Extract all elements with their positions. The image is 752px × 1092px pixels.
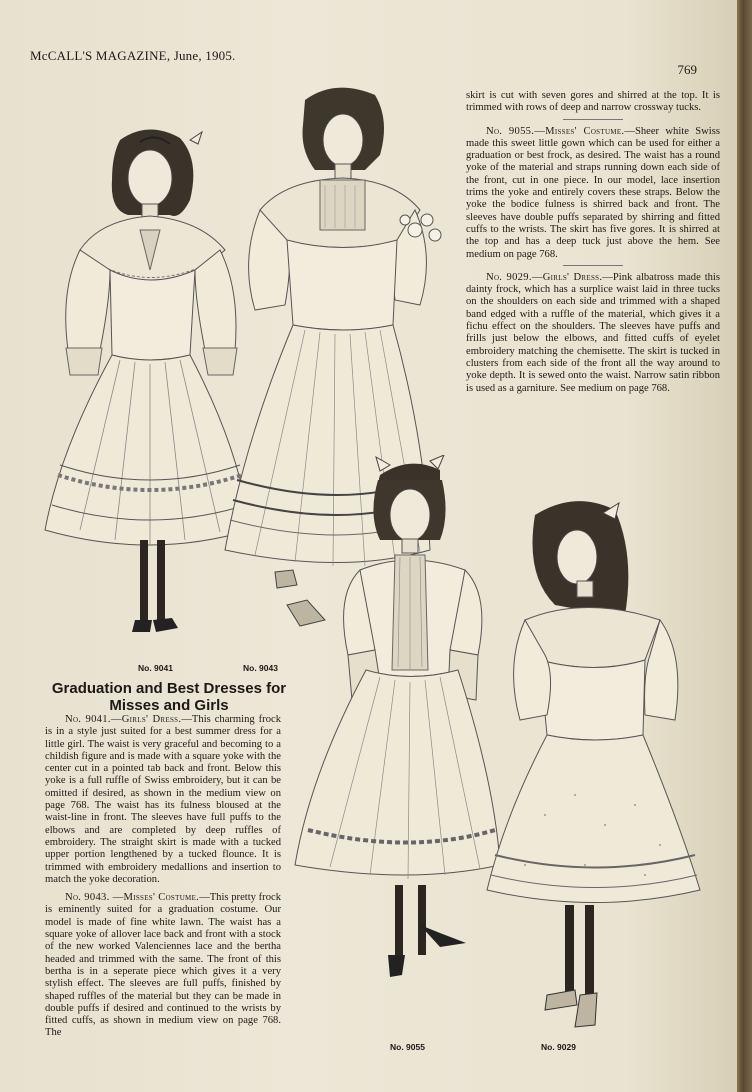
caption-9055: No. 9055 bbox=[390, 1042, 425, 1052]
continuation-paragraph: skirt is cut with seven gores and shirred at the top. It is trimmed with rows of deep and narrow crossway tucks. bbox=[466, 90, 720, 114]
paragraph-9055 bbox=[466, 126, 720, 261]
lead-9041: No. 9041.—Girls' Dress. bbox=[65, 714, 182, 725]
paragraph-9041 bbox=[45, 714, 281, 886]
right-column bbox=[466, 90, 720, 395]
lead-9055: No. 9055.—Misses' Costume. bbox=[486, 125, 625, 137]
divider bbox=[563, 265, 623, 266]
illustration-9055 bbox=[290, 455, 515, 1035]
magazine-title: McCALL'S MAGAZINE, June, 1905. bbox=[30, 48, 236, 63]
body-9055: —Sheer white Swiss made this sweet little gown which can be used for either a graduation or best frock, as desired. The waist has a round yoke of the material and straps running down each side of the front, cut in one piece. In our model, lace insertion trims the yoke and entirely covers these straps. Below the yoke the bodice fulness is shirred back and front. The sleeves have double puffs separated by shirring and fitted cuffs to the wrists. The skirt has five gores. It is shirred at the top and has a deep tuck just above the hem. See medium on page 768. bbox=[466, 125, 720, 260]
caption-9041: No. 9041 bbox=[138, 663, 173, 673]
paragraph-9043 bbox=[45, 892, 281, 1040]
page-number: 769 bbox=[677, 62, 697, 77]
body-9041: —This charming frock is in a style just suited for a best summer dress for a little girl. The waist is very graceful and becoming to a childish figure and is made with a square yoke with the center cut in a pointed tab back and front. Below this yoke is a full ruffle of Swiss embroidery, but it can be omitted if desired, as shown in the medium view on page 768. The waist has its fulness bloused at the waist-line in front. The sleeves have full puffs to the elbows and are completed by deep ruffles of embroidery. The straight skirt is made with a tucked upper portion lengthened by a tucked flounce. It is trimmed with embroidery medallions and insertion to match the yoke decoration. bbox=[45, 714, 281, 885]
caption-9043: No. 9043 bbox=[243, 663, 278, 673]
divider bbox=[563, 119, 623, 120]
illustration-9029 bbox=[485, 495, 720, 1040]
caption-9029: No. 9029 bbox=[541, 1042, 576, 1052]
body-9029: —Pink albatross made this dainty frock, which has a surplice waist laid in three tucks on the shoulders on each side and trimmed with a shaped band edged with a ruffle of the material, which gives it a fichu effect on the shoulders. The sleeves have puffs and frills just below the elbows, and fitted cuffs of eyelet embroidery matching the chemisette. The skirt is tucked in clusters from each side of the front all the way around to yoke depth. It is sewed onto the waist. Narrow satin ribbon is used as a garniture. See medium on page 768. bbox=[466, 271, 720, 394]
book-spine bbox=[737, 0, 752, 1092]
lead-9029: No. 9029.—Girls' Dress. bbox=[486, 271, 603, 283]
body-9043: —This pretty frock is eminently suited for a graduation costume. Our model is made of fine white lawn. The waist has a square yoke of allover lace back and front with a stock of the new worked Valenciennes lace and the bertha headed and trimmed with the same. The front of this bertha is in a seperate piece which gives it a very stylish effect. The sleeves are full puffs, finished by shaped ruffles of the material but they can be made in double puffs if desired and continued to the wrists by fitted cuffs, as shown in medium view on page 768. The bbox=[45, 892, 282, 1039]
left-column bbox=[45, 714, 281, 1040]
page-header bbox=[30, 48, 697, 77]
paragraph-9029 bbox=[466, 272, 720, 395]
lead-9043: No. 9043. —Misses' Costume. bbox=[65, 892, 200, 904]
page-headline: Graduation and Best Dresses for Misses and Girls bbox=[51, 680, 287, 714]
